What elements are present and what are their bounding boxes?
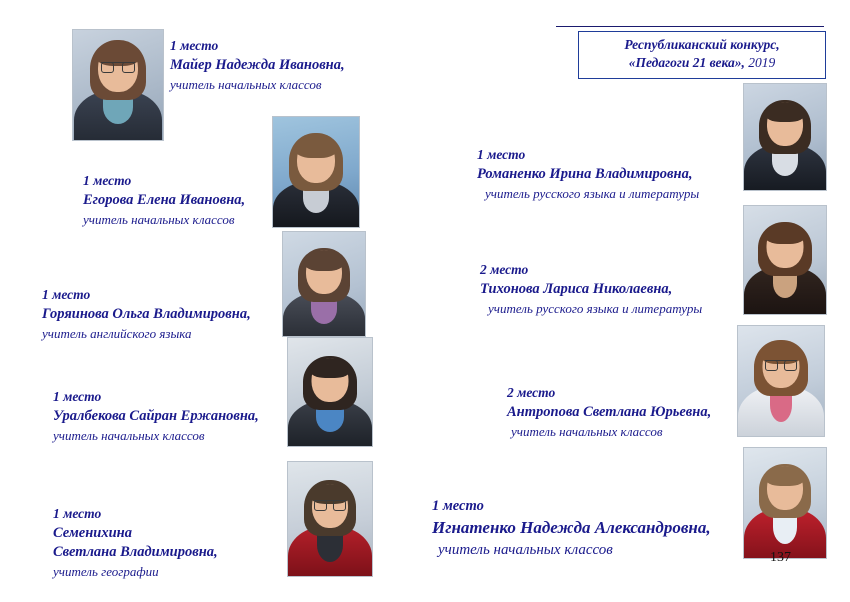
entry-role-3: учитель английского языка bbox=[42, 325, 192, 341]
portrait-photo-1 bbox=[73, 30, 163, 140]
entry-caption-9 bbox=[432, 497, 752, 560]
entry-role-9: учитель начальных классов bbox=[438, 541, 613, 558]
entry-role-4: учитель начальных классов bbox=[53, 427, 205, 443]
entry-name-7: Тихонова Лариса Николаевна, bbox=[480, 280, 673, 297]
portrait-photo-9 bbox=[744, 448, 826, 558]
entry-name-2: Егорова Елена Ивановна, bbox=[83, 191, 246, 208]
entry-role-6: учитель русского языка и литературы bbox=[485, 185, 700, 201]
entry-place-5: 1 место bbox=[53, 506, 102, 521]
entry-caption-8 bbox=[507, 384, 757, 440]
entry-name-6: Романенко Ирина Владимировна, bbox=[477, 165, 693, 182]
entry-caption-6 bbox=[477, 146, 757, 202]
entry-place-8: 2 место bbox=[507, 385, 556, 400]
entry-place-4: 1 место bbox=[53, 389, 102, 404]
entry-role-7: учитель русского языка и литературы bbox=[488, 300, 703, 316]
header-title-box bbox=[578, 31, 826, 79]
entry-caption-2 bbox=[83, 172, 298, 228]
entry-name-5-line1: Семенихина bbox=[53, 524, 132, 541]
entry-role-1: учитель начальных классов bbox=[170, 76, 322, 92]
entry-caption-3 bbox=[42, 286, 297, 342]
header-line-1: Республиканский конкурс, bbox=[624, 37, 780, 52]
header-contest-name: «Педагоги 21 века», bbox=[628, 55, 745, 71]
entry-place-2: 1 место bbox=[83, 173, 132, 188]
entry-place-6: 1 место bbox=[477, 147, 526, 162]
entry-place-3: 1 место bbox=[42, 287, 91, 302]
entry-name-5-line2: Светлана Владимировна, bbox=[53, 543, 218, 560]
entry-role-2: учитель начальных классов bbox=[83, 211, 235, 227]
header-line-2 bbox=[585, 54, 819, 72]
header-year: 2019 bbox=[748, 55, 776, 71]
entry-caption-5 bbox=[53, 505, 278, 580]
entry-caption-7 bbox=[480, 261, 760, 317]
entry-caption-1 bbox=[170, 37, 400, 93]
entry-name-3: Горяинова Ольга Владимировна, bbox=[42, 305, 251, 322]
entry-name-4: Уралбекова Сайран Ержановна, bbox=[53, 407, 259, 424]
entry-caption-4 bbox=[53, 388, 303, 444]
entry-place-9: 1 место bbox=[432, 498, 484, 514]
header-divider-line bbox=[556, 26, 824, 27]
entry-role-8: учитель начальных классов bbox=[511, 423, 663, 439]
portrait-photo-5 bbox=[288, 462, 372, 576]
entry-place-7: 2 место bbox=[480, 262, 529, 277]
entry-place-1: 1 место bbox=[170, 38, 219, 53]
entry-name-9: Игнатенко Надежда Александровна, bbox=[432, 518, 711, 538]
entry-name-1: Майер Надежда Ивановна, bbox=[170, 56, 345, 73]
entry-role-5: учитель географии bbox=[53, 564, 159, 580]
entry-name-8: Антропова Светлана Юрьевна, bbox=[507, 403, 712, 420]
page-number: 137 bbox=[770, 550, 791, 565]
